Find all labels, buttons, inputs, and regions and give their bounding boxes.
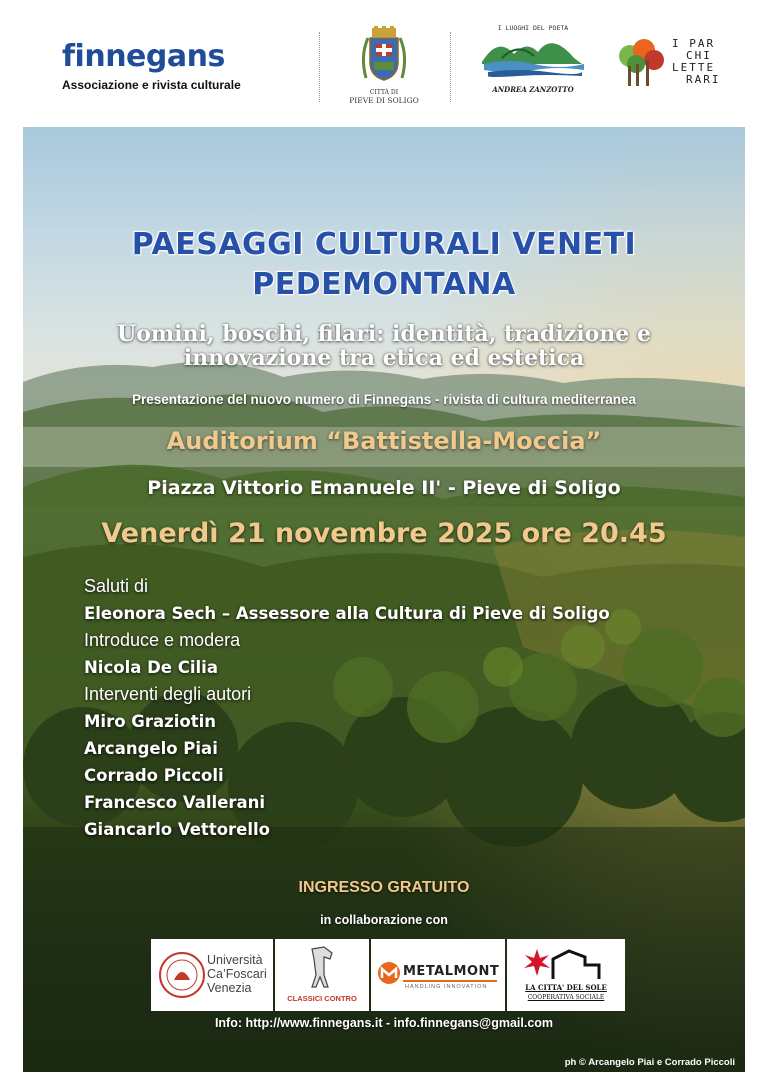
- crest-label-2: PIEVE DI SOLIGO: [349, 96, 419, 105]
- pieve-di-soligo-crest: [348, 26, 420, 105]
- citta-del-sole-name: LA CITTA' DEL SOLE: [525, 983, 607, 992]
- poet-signature: ANDREA ZANZOTTO: [492, 85, 574, 94]
- metalmont-logo: [371, 939, 505, 1011]
- luoghi-del-poeta-logo: [478, 24, 588, 94]
- metalmont-m-icon: [377, 961, 401, 985]
- metalmont-name: METALMONT: [403, 964, 500, 979]
- speakers-label: Interventi degli autori: [84, 684, 252, 704]
- parchi-line: CHI: [686, 49, 712, 62]
- finnegans-logo: [62, 40, 252, 92]
- landscape-photo-panel: [23, 127, 745, 1072]
- ca-foscari-seal-icon: [157, 950, 207, 1000]
- classici-contro-logo: [275, 939, 369, 1011]
- ca-foscari-line: Ca’Foscari: [207, 967, 267, 981]
- ca-foscari-name: [207, 953, 267, 995]
- ca-foscari-line: Università: [207, 953, 263, 967]
- header: [0, 0, 768, 128]
- speaker-name: Francesco Vallerani: [84, 793, 266, 812]
- divider: [319, 32, 320, 102]
- venue-address: Piazza Vittorio Emanuele II' - Pieve di Soligo: [147, 477, 621, 499]
- metalmont-tagline: HANDLING INNOVATION: [405, 984, 488, 990]
- poet-logo-title: I LUOGHI DEL POETA: [497, 24, 569, 32]
- parchi-line: LETTE: [672, 61, 716, 74]
- horse-icon: [302, 945, 342, 989]
- speaker-name: Arcangelo Piai: [84, 739, 218, 758]
- presentation-line: Presentazione del nuovo numero di Finnegans - rivista di cultura mediterranea: [131, 392, 637, 407]
- greetings-name: Eleonora Sech – Assessore alla Cultura di Pieve di Soligo: [84, 604, 610, 623]
- speaker-name: Corrado Piccoli: [84, 766, 224, 785]
- event-date: Venerdì 21 novembre 2025 ore 20.45: [101, 518, 667, 549]
- trees-icon: [614, 38, 668, 92]
- parchi-line: RARI: [686, 73, 721, 86]
- parchi-letterari-logo: [614, 38, 734, 98]
- photo-credit: ph © Arcangelo Piai e Corrado Piccoli: [564, 1057, 735, 1068]
- contact-info: Info: http://www.finnegans.it - info.finnegans@gmail.com: [214, 1016, 554, 1030]
- greetings-label: Saluti di: [84, 576, 149, 596]
- event-title-line2: PEDEMONTANA: [252, 267, 516, 302]
- ca-foscari-line: Venezia: [207, 981, 252, 995]
- venue-name: Auditorium “Battistella-Moccia”: [166, 427, 602, 455]
- program-list: [84, 573, 684, 843]
- citta-del-sole-subtitle: COOPERATIVA SOCIALE: [527, 994, 605, 1001]
- brand-name: finnegans: [62, 39, 225, 74]
- crest-label-1: CITTÀ DI: [369, 89, 399, 96]
- partner-logos: [151, 939, 625, 1011]
- hills-icon: [478, 32, 588, 80]
- ca-foscari-logo: [151, 939, 273, 1011]
- divider: [450, 32, 451, 102]
- classici-contro-label: CLASSICI CONTRO: [287, 994, 357, 1003]
- moderator-label: Introduce e modera: [84, 630, 241, 650]
- event-subtitle-line2: innovazione tra etica ed estetica: [183, 345, 585, 371]
- event-title-line1: PAESAGGI CULTURALI VENETI: [131, 227, 637, 262]
- brand-subtitle: Associazione e rivista culturale: [62, 78, 241, 92]
- crest-icon: [358, 26, 410, 88]
- metalmont-bar: [403, 980, 497, 982]
- event-subtitle-line1: Uomini, boschi, filari: identità, tradizione e: [117, 321, 651, 347]
- citta-del-sole-logo: [507, 939, 625, 1011]
- speaker-name: Miro Graziotin: [84, 712, 216, 731]
- collaboration-label: in collaborazione con: [320, 913, 448, 927]
- free-entry: INGRESSO GRATUITO: [298, 879, 470, 896]
- speaker-name: Giancarlo Vettorello: [84, 820, 271, 839]
- moderator-name: Nicola De Cilia: [84, 658, 218, 677]
- parchi-line: I PAR: [672, 37, 716, 50]
- parchi-text: [672, 38, 721, 86]
- sun-building-icon: [521, 943, 611, 983]
